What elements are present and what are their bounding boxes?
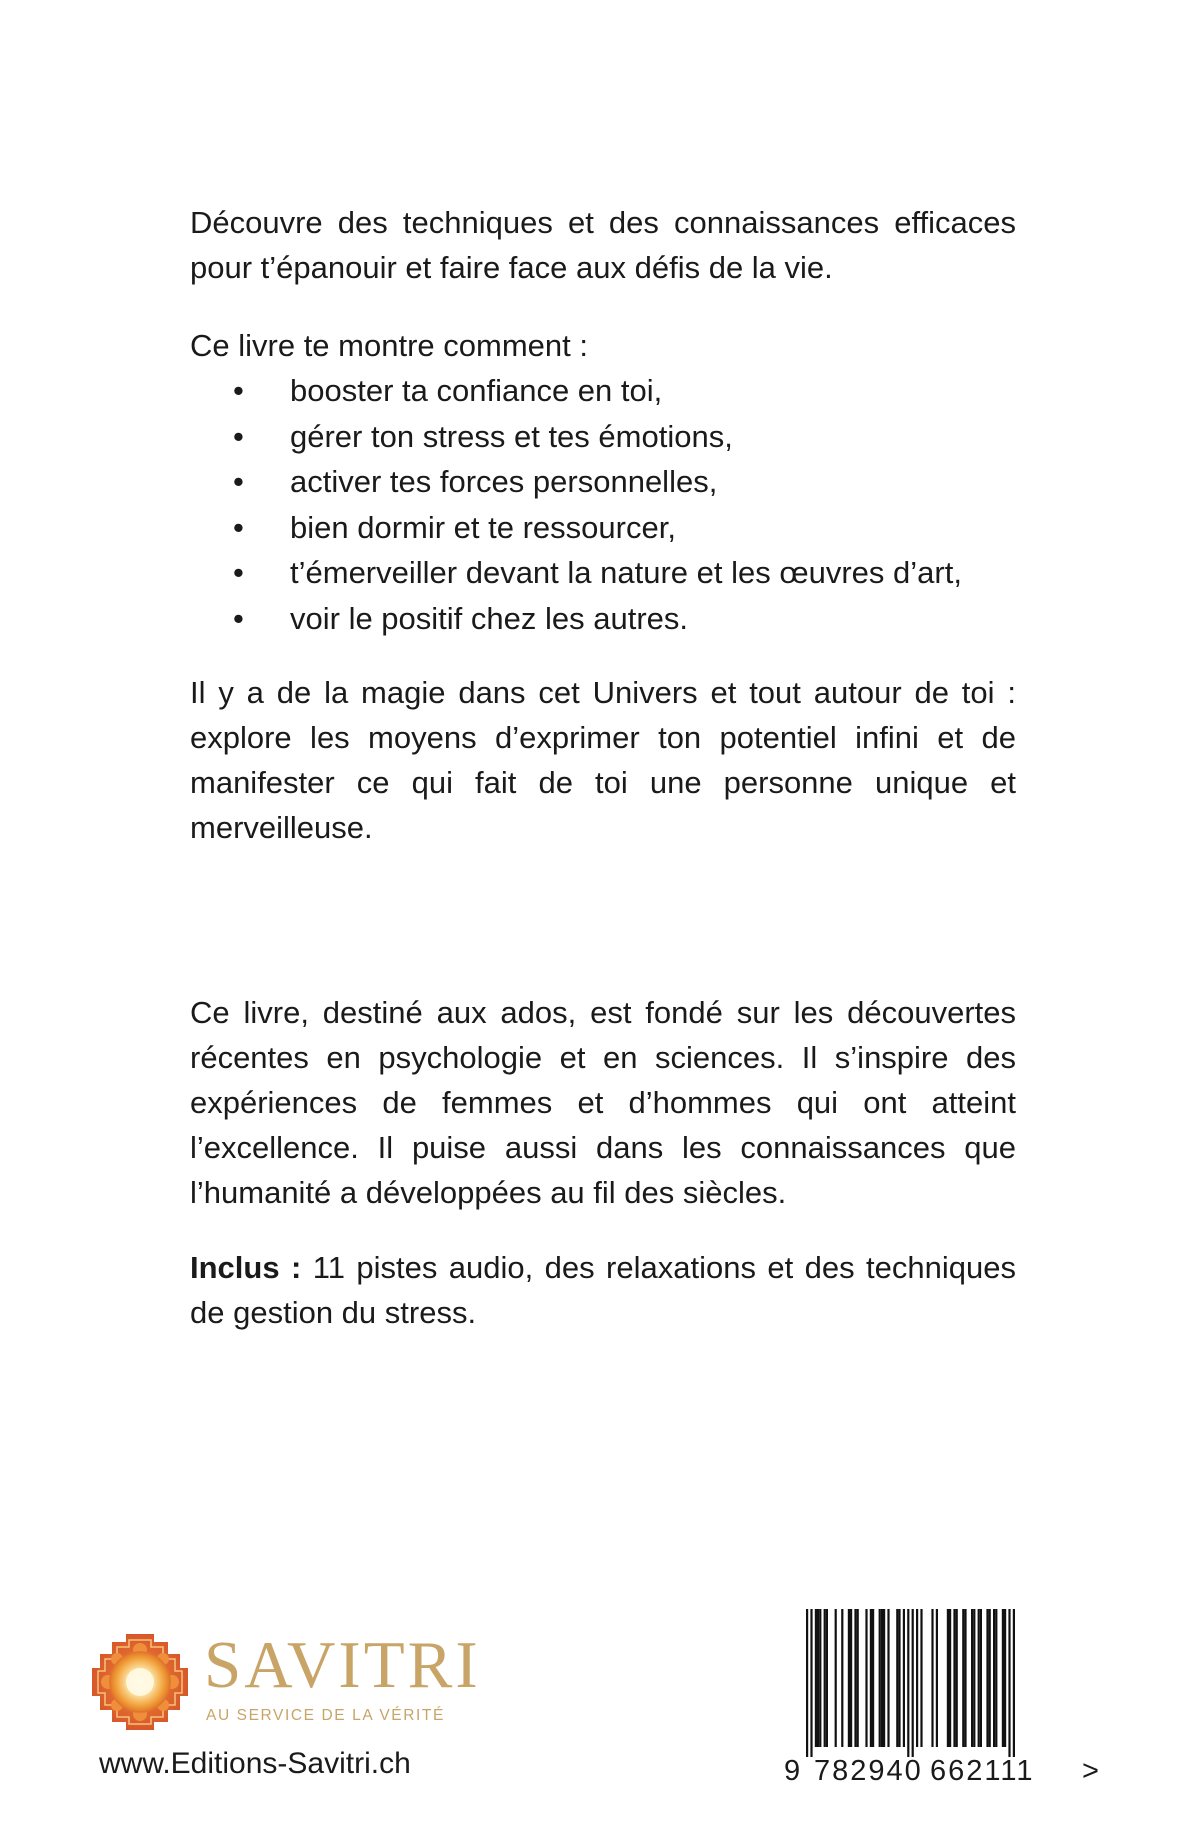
barcode-bar	[1008, 1609, 1010, 1757]
barcode-bar	[865, 1609, 867, 1747]
intro-paragraph: Découvre des techniques et des connaissances efficaces pour t’épanouir et faire face aux défis de la vie.	[190, 205, 1016, 285]
barcode-bar	[903, 1609, 905, 1747]
barcode-bar	[835, 1609, 837, 1747]
barcode-bar	[973, 1609, 975, 1747]
barcode-bar	[896, 1609, 898, 1747]
list-item: • t’émerveiller devant la nature et les œuvres d’art,	[233, 550, 962, 596]
barcode-bar	[881, 1609, 883, 1747]
barcode-bar	[980, 1609, 982, 1747]
publisher-website: www.Editions-Savitri.ch	[99, 1747, 411, 1780]
barcode-bar	[920, 1609, 922, 1747]
publisher-name: SAVITRI	[204, 1628, 481, 1702]
barcode-bar	[850, 1609, 852, 1747]
bullet-icon: •	[233, 555, 244, 591]
barcode-bar	[936, 1609, 938, 1747]
bullet-icon: •	[233, 464, 244, 500]
list-item: • voir le positif chez les autres.	[233, 596, 962, 642]
barcode-bar	[870, 1609, 872, 1747]
barcode-quiet-mark: >	[1082, 1755, 1099, 1787]
bullet-icon: •	[233, 418, 244, 454]
barcode-bar	[947, 1609, 949, 1747]
barcode-bar	[826, 1609, 828, 1747]
barcode-digits	[782, 1751, 1102, 1791]
barcode-bars	[782, 1607, 1102, 1757]
list-item: • gérer ton stress et tes émotions,	[233, 414, 962, 460]
list-item: • activer tes forces personnelles,	[233, 459, 962, 505]
barcode-bar	[1004, 1609, 1006, 1747]
barcode-bar	[989, 1609, 991, 1747]
list-item: • booster ta confiance en toi,	[233, 368, 962, 414]
included-paragraph	[190, 1245, 1016, 1335]
barcode-bar	[995, 1609, 997, 1747]
barcode-bar	[964, 1609, 966, 1747]
included-text: 11 pistes audio, des relaxations et des techniques de gestion du stress.	[190, 1250, 1017, 1330]
barcode-bar	[898, 1609, 900, 1747]
barcode-bar	[841, 1609, 843, 1747]
benefits-list	[233, 368, 962, 642]
list-item: • bien dormir et te ressourcer,	[233, 505, 962, 551]
bullet-icon: •	[233, 373, 244, 408]
barcode-bar	[978, 1609, 980, 1747]
barcode-bar	[931, 1609, 933, 1747]
bullet-icon: •	[233, 600, 244, 636]
list-intro: Ce livre te montre comment :	[190, 328, 588, 363]
bullet-icon: •	[233, 509, 244, 545]
barcode-bar	[916, 1609, 918, 1747]
barcode-bar	[854, 1609, 856, 1747]
barcode-bar	[848, 1609, 850, 1747]
barcode-right-group: 662111	[930, 1755, 1035, 1787]
barcode-bar	[986, 1609, 988, 1747]
barcode-bar	[1002, 1609, 1004, 1747]
barcode-bar	[912, 1609, 914, 1757]
publisher-tagline: AU SERVICE DE LA VÉRITÉ	[206, 1707, 445, 1724]
barcode-bar	[872, 1609, 874, 1747]
barcode-bar	[971, 1609, 973, 1747]
barcode-bar	[806, 1609, 808, 1757]
barcode-bar	[810, 1609, 812, 1757]
barcode-bar	[949, 1609, 951, 1747]
publisher-logo	[88, 1628, 488, 1738]
barcode-bar	[907, 1609, 909, 1757]
isbn-barcode	[782, 1607, 1102, 1797]
mandala-icon	[88, 1630, 192, 1734]
barcode-bar	[1013, 1609, 1015, 1757]
barcode-bar	[993, 1609, 995, 1747]
barcode-bar	[883, 1609, 885, 1747]
barcode-bar	[887, 1609, 889, 1747]
barcode-bar	[879, 1609, 881, 1747]
included-label: Inclus :	[190, 1250, 302, 1285]
barcode-bar	[815, 1609, 817, 1747]
barcode-lead-digit: 9	[784, 1755, 801, 1787]
barcode-left-group: 782940	[814, 1755, 923, 1787]
barcode-bar	[962, 1609, 964, 1747]
barcode-bar	[857, 1609, 859, 1747]
barcode-bar	[824, 1609, 826, 1747]
barcode-bar	[956, 1609, 958, 1747]
magic-paragraph: Il y a de la magie dans cet Univers et tout autour de toi : explore les moyens d’exprimer ton potentiel infini et de manifester ce qui fait de toi une personne unique et merveilleuse.	[190, 675, 1016, 845]
barcode-bar	[819, 1609, 821, 1747]
barcode-bar	[817, 1609, 819, 1747]
about-paragraph: Ce livre, destiné aux ados, est fondé sur les découvertes récentes en psychologie et en sciences. Il s’inspire des expériences de femmes et d’hommes qui ont atteint l’excellence. Il puise aussi dans les connaissances que l’humanité a développées au fil des siècles.	[190, 995, 1016, 1210]
barcode-bar	[953, 1609, 955, 1747]
